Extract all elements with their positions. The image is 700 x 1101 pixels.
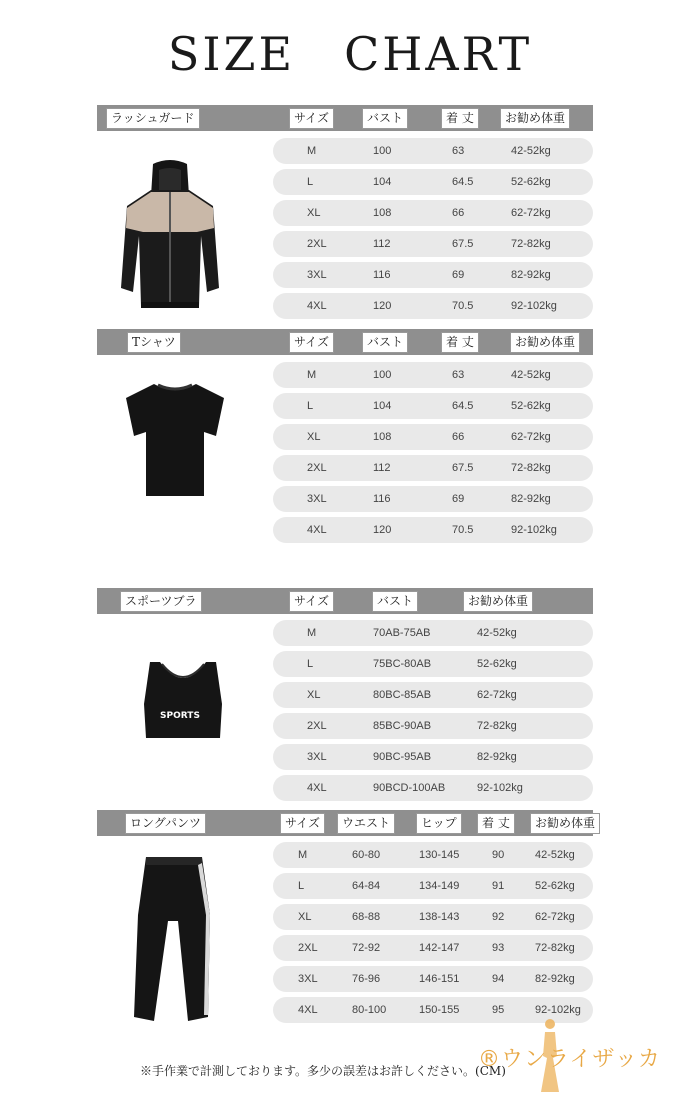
header-weight: お勧め体重 (463, 591, 533, 612)
waist-cell: 64-84 (352, 880, 381, 892)
length-cell: 66 (452, 207, 465, 219)
table-row (273, 138, 593, 164)
size-cell: 2XL (307, 720, 327, 732)
waist-cell: 60-80 (352, 849, 381, 861)
weight-cell: 52-62kg (477, 658, 517, 670)
size-cell: 3XL (307, 269, 327, 281)
weight-cell: 92-102kg (511, 524, 557, 536)
size-cell: XL (307, 689, 321, 701)
weight-cell: 42-52kg (511, 369, 551, 381)
size-cell: 4XL (307, 782, 327, 794)
length-cell: 70.5 (452, 524, 474, 536)
weight-cell: 82-92kg (477, 751, 517, 763)
weight-cell: 92-102kg (477, 782, 523, 794)
size-cell: 4XL (307, 300, 327, 312)
weight-cell: 42-52kg (511, 145, 551, 157)
weight-cell: 72-82kg (477, 720, 517, 732)
length-cell: 69 (452, 269, 465, 281)
bust-cell: 120 (373, 300, 392, 312)
weight-cell: 72-82kg (511, 238, 551, 250)
weight-cell: 42-52kg (477, 627, 517, 639)
table-row (273, 362, 593, 388)
weight-cell: 92-102kg (511, 300, 557, 312)
length-cell: 95 (492, 1004, 505, 1016)
length-cell: 66 (452, 431, 465, 443)
hip-cell: 138-143 (419, 911, 460, 923)
size-cell: L (298, 880, 305, 892)
header-bust: バスト (362, 108, 408, 129)
bust-cell: 104 (373, 400, 392, 412)
weight-cell: 62-72kg (477, 689, 517, 701)
bust-cell: 108 (373, 431, 392, 443)
header-weight: お勧め体重 (510, 332, 580, 353)
bust-cell: 80BC-85AB (373, 689, 432, 701)
weight-cell: 72-82kg (535, 942, 575, 954)
weight-cell: 62-72kg (535, 911, 575, 923)
bust-cell: 112 (373, 238, 391, 250)
size-cell: M (307, 145, 317, 157)
size-cell: L (307, 400, 314, 412)
table-row (273, 393, 593, 419)
length-cell: 91 (492, 880, 505, 892)
length-cell: 70.5 (452, 300, 474, 312)
header-weight: お勧め体重 (530, 813, 600, 834)
hip-cell: 150-155 (419, 1004, 460, 1016)
size-cell: 2XL (307, 462, 327, 474)
length-cell: 64.5 (452, 176, 474, 188)
long-pants-image (128, 855, 214, 1025)
header-length: 着 丈 (477, 813, 515, 834)
size-cell: M (307, 369, 317, 381)
page-title: SIZE CHART (167, 27, 533, 81)
table-row (273, 231, 593, 257)
table-row (273, 651, 593, 677)
hip-cell: 146-151 (419, 973, 460, 985)
header-size: サイズ (280, 813, 325, 834)
header-hip: ヒップ (416, 813, 462, 834)
size-cell: XL (307, 207, 321, 219)
table-row (273, 200, 593, 226)
length-cell: 63 (452, 369, 465, 381)
weight-cell: 82-92kg (511, 269, 551, 281)
size-cell: XL (307, 431, 321, 443)
sports-logo-text: SPORTS (160, 711, 200, 721)
brand-watermark: ®ウンライザッカ (478, 1047, 661, 1072)
length-cell: 67.5 (452, 238, 474, 250)
bust-cell: 116 (373, 269, 391, 281)
header-bust: バスト (362, 332, 408, 353)
table-row (273, 904, 593, 930)
table-row (273, 486, 593, 512)
weight-cell: 92-102kg (535, 1004, 581, 1016)
header-length: 着 丈 (441, 108, 479, 129)
table-row (273, 775, 593, 801)
table-row (273, 620, 593, 646)
size-cell: L (307, 176, 314, 188)
bust-cell: 120 (373, 524, 392, 536)
header-weight: お勧め体重 (500, 108, 570, 129)
section-name: Tシャツ (127, 332, 181, 353)
length-cell: 64.5 (452, 400, 474, 412)
weight-cell: 52-62kg (535, 880, 575, 892)
table-row (273, 935, 593, 961)
length-cell: 92 (492, 911, 505, 923)
table-row (273, 293, 593, 319)
size-cell: 4XL (298, 1004, 318, 1016)
bust-cell: 100 (373, 369, 392, 381)
bust-cell: 104 (373, 176, 392, 188)
header-size: サイズ (289, 332, 334, 353)
sports-bra-image (138, 660, 228, 742)
hip-cell: 130-145 (419, 849, 460, 861)
table-row (273, 682, 593, 708)
rashguard-jacket-image (115, 158, 225, 313)
table-row (273, 455, 593, 481)
footer-note: ※手作業で計測しております。多少の誤差はお許しください。(CM) (140, 1064, 506, 1078)
section-name: スポーツブラ (120, 591, 202, 612)
section-name: ロングパンツ (125, 813, 206, 834)
hip-cell: 134-149 (419, 880, 460, 892)
table-row (273, 842, 593, 868)
length-cell: 93 (492, 942, 505, 954)
length-cell: 63 (452, 145, 465, 157)
header-waist: ウエスト (337, 813, 395, 834)
header-size: サイズ (289, 108, 334, 129)
table-row (273, 169, 593, 195)
size-cell: 4XL (307, 524, 327, 536)
size-cell: M (307, 627, 317, 639)
bust-cell: 108 (373, 207, 392, 219)
size-cell: M (298, 849, 308, 861)
weight-cell: 72-82kg (511, 462, 551, 474)
weight-cell: 42-52kg (535, 849, 575, 861)
bust-cell: 70AB-75AB (373, 627, 431, 639)
section-name: ラッシュガード (106, 108, 200, 129)
table-row (273, 517, 593, 543)
bust-cell: 85BC-90AB (373, 720, 432, 732)
size-cell: 2XL (298, 942, 318, 954)
waist-cell: 76-96 (352, 973, 381, 985)
waist-cell: 72-92 (352, 942, 381, 954)
waist-cell: 68-88 (352, 911, 381, 923)
size-cell: L (307, 658, 314, 670)
tshirt-image (120, 380, 230, 500)
table-row (273, 424, 593, 450)
bust-cell: 112 (373, 462, 391, 474)
table-row (273, 873, 593, 899)
weight-cell: 82-92kg (511, 493, 551, 505)
length-cell: 69 (452, 493, 465, 505)
length-cell: 67.5 (452, 462, 474, 474)
table-row (273, 713, 593, 739)
waist-cell: 80-100 (352, 1004, 387, 1016)
weight-cell: 62-72kg (511, 431, 551, 443)
weight-cell: 52-62kg (511, 176, 551, 188)
header-bust: バスト (372, 591, 418, 612)
weight-cell: 52-62kg (511, 400, 551, 412)
bust-cell: 100 (373, 145, 392, 157)
hip-cell: 142-147 (419, 942, 460, 954)
length-cell: 90 (492, 849, 505, 861)
header-size: サイズ (289, 591, 334, 612)
table-row (273, 966, 593, 992)
bust-cell: 75BC-80AB (373, 658, 432, 670)
size-cell: 3XL (298, 973, 318, 985)
table-row (273, 744, 593, 770)
length-cell: 94 (492, 973, 505, 985)
size-cell: 3XL (307, 493, 327, 505)
bust-cell: 90BCD-100AB (373, 782, 446, 794)
bust-cell: 116 (373, 493, 391, 505)
header-length: 着 丈 (441, 332, 479, 353)
table-row (273, 262, 593, 288)
weight-cell: 82-92kg (535, 973, 575, 985)
size-cell: 2XL (307, 238, 327, 250)
size-cell: 3XL (307, 751, 327, 763)
size-cell: XL (298, 911, 312, 923)
bust-cell: 90BC-95AB (373, 751, 432, 763)
weight-cell: 62-72kg (511, 207, 551, 219)
